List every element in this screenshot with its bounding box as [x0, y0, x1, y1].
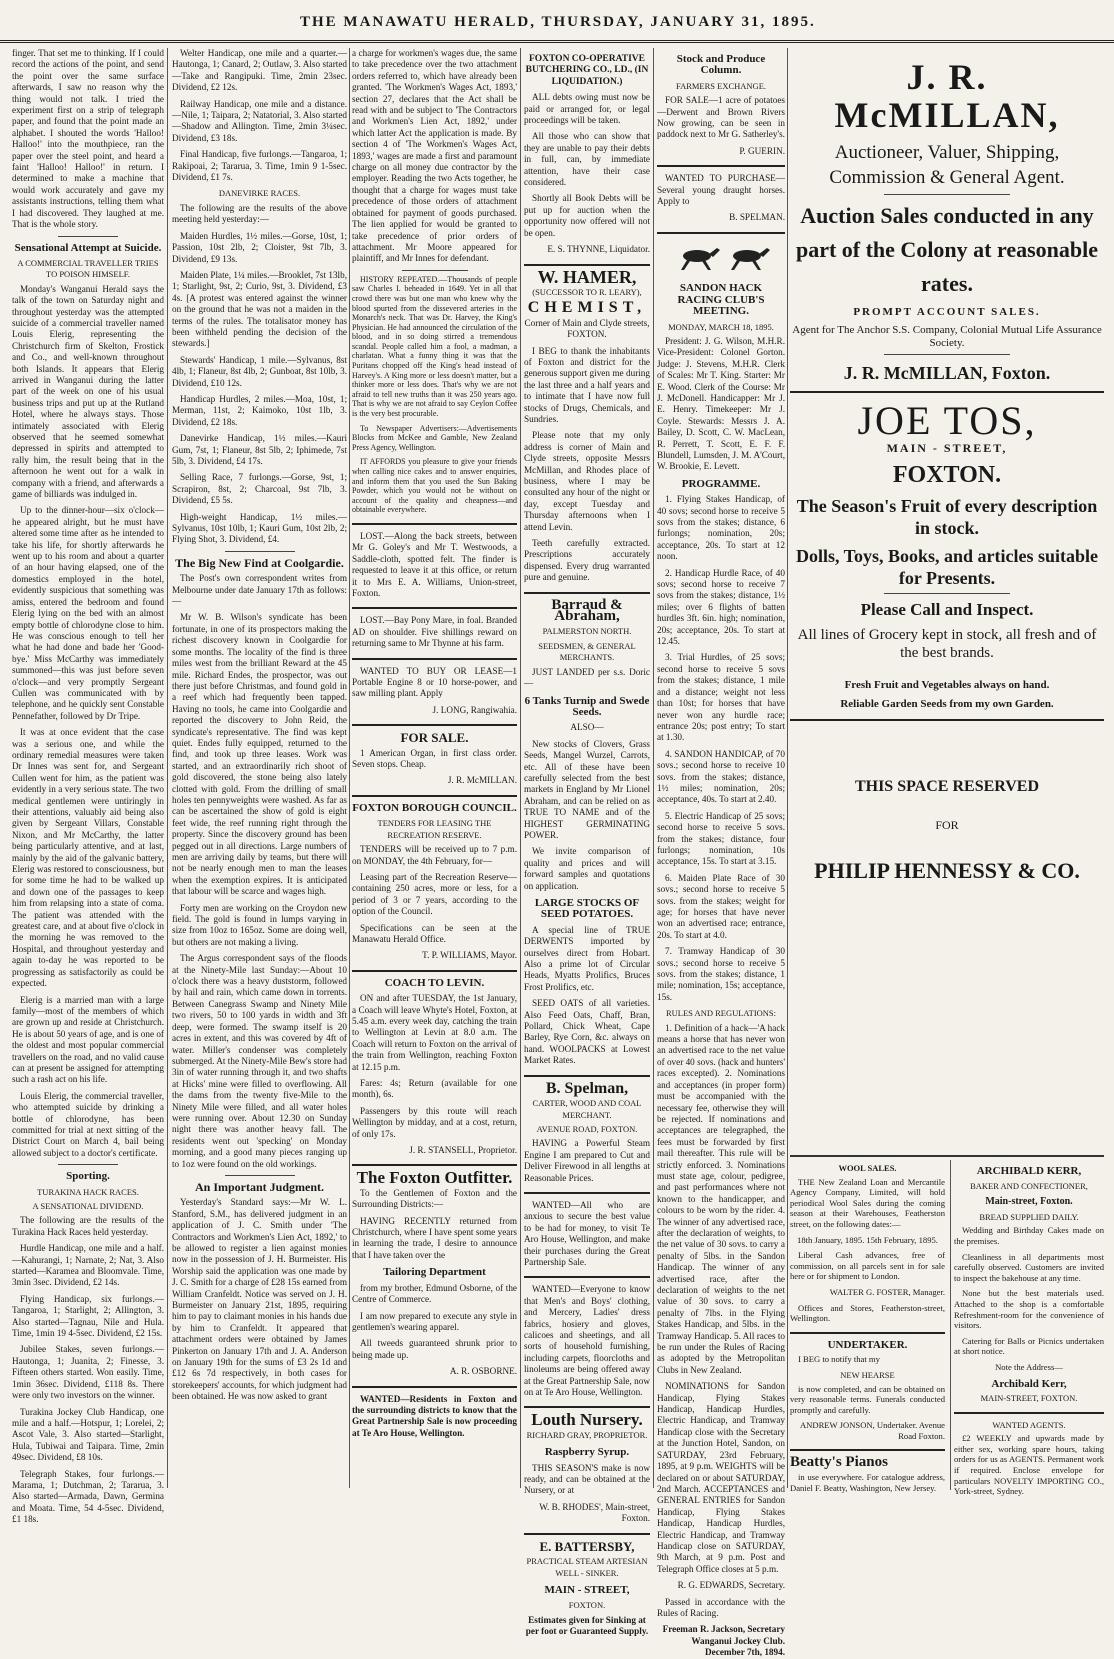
classified-ad: Please note that my only address is corner of Main and Clyde streets, opposite Messrs McMillan, and Rhodes place of business, where I may be consulted any hour of the night or day, except Tuesday and Thursday afternoons when I attend Levin.: [524, 430, 650, 532]
column-rule: [787, 48, 788, 1488]
ad-heading: FOXTON CO-OPERATIVE BUTCHERING CO., LD., (IN LIQUIDATION.): [525, 54, 649, 87]
divider: [225, 551, 295, 552]
classified-ad: in use everywhere. For catalogue address, Daniel F. Beatty, Washington, New Jersey.: [790, 1472, 945, 1493]
classified-ad: from my brother, Edmund Osborne, of the Centre of Commerce.: [352, 1282, 517, 1305]
race-item: 3. Trial Hurdles, of 25 sovs; second horse to receive 5 sovs from the stakes; distance, 1 mile and a distance; weight not less than 10st; for horses that have never won any hurdle race; entrance 20s; post entry; To start at 1.30.: [657, 652, 785, 743]
classified-ad: HAVING RECENTLY returned from Christchurch, where I have spent some years in learning the trade, I desire to announce that I have taken over the: [352, 1215, 517, 1260]
ad-heading: JOE TOS,: [857, 398, 1037, 444]
ad-heading: UNDERTAKER.: [827, 1338, 908, 1351]
article-text: Selling Race, 7 furlongs.—Gorse, 9st, 1; Scrapiron, 8st, 2; Charcoal, 9st 7lb, 3. Dividend, £5 5s.: [172, 472, 347, 506]
ad-signature: WALTER G. FOSTER, Manager.: [829, 1286, 945, 1297]
ad-divider: [352, 607, 517, 609]
classified-ad: 1 American Organ, in first class order. Seven stops. Cheap.: [352, 747, 517, 770]
ad-heading: B. Spelman,: [545, 1079, 629, 1097]
ad-subheading: (SUCCESSOR TO R. LEARY),: [532, 286, 642, 297]
ad-signature: ANDREW JONSON, Undertaker. Avenue Road Foxton.: [799, 1420, 945, 1441]
ad-subheading: BREAD SUPPLIED DAILY.: [979, 1211, 1079, 1222]
divider: [225, 1175, 295, 1176]
divider: [884, 593, 1010, 594]
ad-text: Dolls, Toys, Books, and articles suitable for Presents.: [795, 545, 1099, 588]
divider: [58, 236, 119, 237]
column-rule: [349, 48, 350, 1488]
classified-ad: Liberal Cash advances, free of commission, on all parcels sent in for sale here or for shipment to London.: [790, 1250, 945, 1282]
classified-ad: Estimates given for Sinking at per foot or Guaranteed Supply.: [525, 1614, 649, 1637]
ad-subheading: CARTER, WOOD AND COAL MERCHANT.: [532, 1098, 642, 1120]
ad-text: Please Call and Inspect.: [860, 599, 1034, 619]
article-text: IT AFFORDS you pleasure to give your friends when calling nice cakes and to answer enquiries, and inform them that you used the Sun Baking Powder, which you would not be without on account of the quality and cheapness—and obtainable everywhere.: [352, 457, 517, 515]
classified-ad: I BEG to thank the inhabitants of Foxton and district for the generous support given me during the last three and a half years and to intimate that I have now full stocks of Drugs, Chemicals, and Sundries.: [524, 345, 650, 424]
ad-text: Fresh Fruit and Vegetables always on hand.: [844, 678, 1050, 691]
article-text: Yesterday's Standard says:—Mr W. L. Stanford, S.M., has delivered judgment in an application of J. C. Smith under 'The Contractors and Workmen's Lien Act, 1892,' to be allowed to register a lien against monies now in the possession of J. H. Burmeister. His Worship said the application was one made by J. C. Smith for a charge of £28 15s earned from William Cranfeldt. Notice was served on J. H. Burmeister on January 21st, 1895, requiring him to pay to claimant monies in his hands due by him to Cranfeldt. It appeared that attachment orders were obtained by James Pinkerton on January 17th and J. A. Anderson on January 19th for the sums of £3 2s 1d and £12 6s 7d respectively, in both cases for storekeepers' accounts, for which judgment had been obtained. He was now asked to grant: [172, 1197, 347, 1402]
ad-divider: [352, 1164, 517, 1166]
classified-ad: Note the Address—: [995, 1361, 1063, 1372]
classified-ad: 18th January, 1895. 15th February, 1895.: [797, 1234, 938, 1245]
classified-ad: Catering for Balls or Picnics undertaken at short notice.: [954, 1335, 1104, 1357]
ad-signature: J. LONG, Rangiwahia.: [432, 704, 517, 715]
ad-heading: PHILIP HENNESSY & CO.: [814, 858, 1080, 884]
article-text: The following are the results of the Turakina Hack Races held yesterday.: [12, 1215, 164, 1237]
classified-ad: HAVING a Powerful Steam Engine I am prepared to Cut and Deliver Firewood in all lengths at Reasonable Prices.: [524, 1138, 650, 1183]
headline: An Important Judgment.: [194, 1179, 324, 1194]
classified-ad: I BEG to notify that my: [798, 1354, 880, 1365]
ad-text: FOXTON.: [892, 461, 1002, 488]
article-text: Forty men are working on the Croydon new field. The gold is found in lumps varying in size from 10oz to 165oz. Some are doing well, but others are not making a living.: [172, 902, 347, 947]
classified-ad: We invite comparison of quality and prices and will forward samples and quotations on application.: [524, 846, 650, 891]
bottom-left-ads: [790, 1160, 945, 1493]
ad-divider: [657, 165, 785, 167]
ad-signature: P. GUERIN.: [739, 145, 785, 156]
article-text: Elerig is a married man with a large family—most of the members of which are grown up and reside at Christchurch. He is about 50 years of age, and is one of the oldest and most popular commercial travellers on the road, and no valid cause can at present be assigned for attempting such a rash act on his life.: [12, 994, 164, 1085]
ad-heading: LARGE STOCKS OF SEED POTATOES.: [534, 897, 640, 921]
column-subheading: FARMERS EXCHANGE.: [675, 80, 767, 91]
ad-heading: W. HAMER,: [537, 266, 637, 287]
ad-divider: [524, 1192, 650, 1194]
racehorse-illustration: [657, 240, 785, 274]
ad-signature: B. SPELMAN.: [729, 212, 785, 223]
ad-signature: E. S. THYNNE, Liquidator.: [547, 244, 650, 255]
divider: [402, 270, 468, 271]
ad-subheading: Main-street, Foxton.: [985, 1196, 1073, 1208]
ad-signature: T. P. WILLIAMS, Mayor.: [422, 950, 517, 961]
article-text: Up to the dinner-hour—six o'clock—he appeared alright, but he must have altered some time after as he intended to take his life, for shortly afterwards he went up to his room and about a quarter of an hour having elapsed, one of the domestics employed in the hotel, evidently suspicious that something was amiss, entered the bedroom and found Elerig lying on the bed with an almost empty bottle of chlorodyne close to him. He was conscious enough to tell her what he had done and bade her 'Good-bye.' Miss McCarthy was immediately summoned—this was just before seven o'clock—and very promptly Sergeant Cullen was communicated with by telephone, and he quickly sent Constable Pennefather, followed by Dr Tripe.: [12, 505, 164, 721]
article-text: Turakina Jockey Club Handicap, one mile and a half.—Hotspur, 1; Lorelei, 2; Ascot Vale, 3. Also started—Starlight, Hula, Tubiwai and Taipara. Time, 2min 49sec. Dividend, £8 10s.: [12, 1406, 164, 1463]
column-1: [12, 48, 164, 1525]
ad-heading: CHEMIST,: [527, 299, 647, 317]
classified-ad: Shortly all Book Debts will be put up for auction when the opportunity now offered will not be open.: [524, 193, 650, 238]
classified-ad: All tweeds guaranteed shrunk prior to being made up.: [352, 1338, 517, 1360]
race-item: 4. SANDON HANDICAP, of 70 sovs.; second horse to receive 10 sovs. from the stakes; distance, 1½ miles; nomination, 20s; acceptance, 40s. To start at 2.40.: [657, 748, 785, 805]
newspaper-title: THE MANAWATU HERALD, THURSDAY, JANUARY 31, 1895.: [300, 14, 816, 30]
ad-heading: Beatty's Pianos: [790, 1454, 888, 1471]
classified-ad: LOST.—Along the back streets, between Mr G. Goley's and Mr T. Westwoods, a Saddle-cloth, spotted felt. The finder is requested to leave it at this office, or return it to Mrs E. A. Williams, Union-street, Foxton.: [352, 530, 517, 598]
ad-heading: WANTED AGENTS.: [992, 1419, 1066, 1430]
bottom-ads: [790, 1160, 1104, 1497]
subheadline: TURAKINA HACK RACES.: [37, 1186, 139, 1197]
race-item: 6. Maiden Plate Race of 30 sovs.; second horse to receive 5 sovs. from the stakes; weight for age; for horses that have never won an advertised race; entrance, 20s. To start at 4.0.: [657, 872, 785, 940]
ad-heading: WOOL SALES.: [838, 1163, 897, 1173]
subheadline: A COMMERCIAL TRAVELLER TRIES TO POISON HIMSELF.: [17, 257, 159, 280]
column-rule: [653, 48, 654, 1488]
article-text: High-weight Handicap, 1½ miles.—Sylvanus, 10st 10lb, 1; Kauri Gum, 10st 2lb, 2; Flying Shot, 3. Dividend, £4.: [172, 511, 347, 545]
article-text: Maiden Plate, 1¼ miles.—Brooklet, 7st 13lb, 1; Starlight, 9st, 2; Curio, 9st, 3. Dividend, £3 4s. [A protest was entered against the winner on the ground that he was not a maiden in the terms of the rules. The totalisator money has been withheld pending the decision of the stewards.]: [172, 269, 347, 349]
ad-text: Auctioneer, Valuer, Shipping, Commission & General Agent.: [829, 142, 1065, 188]
race-item: 7. Tramway Handicap of 30 sovs.; second horse to receive 5 sovs. from the stakes; distance, 1 mile; nomination, 15s; acceptance, 15s.: [657, 946, 785, 1002]
race-item: 2. Handicap Hurdle Race, of 40 sovs; second horse to receive 7 sovs from the stakes; distance, 1½ miles; over 6 flights of batten hurdles 3ft. 6in. high; nomination, 20s; acceptance, 20s. To start at 12.45.: [657, 567, 785, 647]
classified-ad: Leasing part of the Recreation Reserve—containing 250 acres, more or less, for a period of 3 or 7 years, according to the option of the Council.: [352, 871, 517, 917]
ad-heading: ARCHIBALD KERR,: [976, 1165, 1082, 1177]
ad-signature: W. B. RHODES', Main-street, Foxton.: [539, 1501, 650, 1524]
ad-heading: Louth Nursery.: [531, 1410, 643, 1430]
article-text: Railway Handicap, one mile and a distance.—Nile, 1; Taipara, 2; Natatorial, 3. Also started—Shadow and Allington. Time, 2min 3¼sec. Dividend, £3 18s.: [172, 98, 347, 143]
classified-ad: WANTED TO PURCHASE—Several young draught horses. Apply to: [657, 173, 785, 207]
headline: Sensational Attempt at Suicide.: [14, 241, 162, 254]
classified-ad: TENDERS will be received up to 7 p.m. on MONDAY, the 4th February, for—: [352, 844, 517, 866]
ad-text: All lines of Grocery kept in stock, all fresh and of the best brands.: [797, 626, 1097, 661]
ad-subheading: NEW HEARSE: [840, 1369, 895, 1380]
classified-ad: THIS SEASON'S make is now ready, and can be obtained at the Nursery, or at: [524, 1462, 650, 1496]
ad-signature: J. R. McMILLAN.: [447, 775, 517, 786]
article-text: Final Handicap, five furlongs.—Tangaroa, 1; Rakipoai, 2; Tararua, 3. Time, 1min 9 1-5sec. Dividend, £1 7s.: [172, 149, 347, 183]
race-item: 5. Electric Handicap of 25 sovs; second horse to receive 5 sovs. from the stakes; distance, four furlongs; nomination, 10s acceptance, 15s. To start at 3.15.: [657, 810, 785, 867]
ad-divider: [790, 391, 1104, 393]
ad-divider: [657, 232, 785, 234]
article-text: Louis Elerig, the commercial traveller, who attempted suicide by drinking a bottle of chlorodyne, has been committed for trial at next sitting of the District Court on March 4, bail being allowed subject to a doctor's certificate.: [12, 1090, 164, 1158]
ad-divider: [524, 264, 650, 266]
article-text: To Newspaper Advertisers:—Advertisements Blocks from McKee and Gamble, New Zealand Press Agency, Wellington.: [352, 423, 517, 452]
ad-signature: A. R. OSBORNE.: [449, 1366, 517, 1377]
ad-text: Agent for The Anchor S.S. Company, Colonial Mutual Life Assurance Society.: [792, 324, 1102, 350]
article-text: finger. That set me to thinking. If I could record the actions of the point, and send the point over the same surface afterwards, I saw no reason why the thing would not talk. I tried the experiment first on a strip of telegraph paper, and found that the point made an alphabet. I shouted the words 'Halloo! Halloo!' into the mouthpiece, ran the paper over the steel point, and heard a faint 'Halloo! Halloo!' in return. I determined to make a machine that would work accurately and gave my assistants instructions, telling them what I had discovered. They laughed at me. That is the whole story.: [12, 48, 164, 230]
classified-ad: Passed in accordance with the Rules of Racing.: [657, 1596, 785, 1618]
ad-heading: Raspberry Syrup.: [544, 1446, 630, 1459]
masthead: [0, 0, 1114, 43]
ad-heading: MAIN - STREET,: [544, 1583, 630, 1596]
column-2: [172, 48, 347, 1488]
bottom-right-ads: [954, 1160, 1104, 1497]
ad-address: MAIN-STREET, FOXTON.: [980, 1393, 1078, 1404]
ad-divider: [352, 795, 517, 797]
article-text: The Argus correspondent says of the floods at the Ninety-Mile last Sunday:—About 10 o'clock there was a heavy duststorm, followed by hail and rain, which came down in torrents. Between Canegrass Swamp and Ninety Mile two rivers, 50 to 100 yards in width and 3ft deep, were formed. The swamp itself is 20 acres in extent, and this was covered by 4ft of water. Miller's condenser was completely submerged. At the Ninety-Mile Bew's store had 3in of water running through it, and two shafts at Hicks' mine were filled to overflowing. All the dams from the twenty five-Mile to the Ninety Mile were filled, and all water holes were running over. About 12.30 on Sunday night there was another heavy fall. The residents went out 'specking' on Monday morning, and a good many pieces ranging up to 1oz were found on the old workings.: [172, 953, 347, 1169]
article-text: Mr W. B. Wilson's syndicate has been fortunate, in one of its prospectors making the richest discovery known in Coolgardie for some months. The locality of the find is three miles west from the brilliant Reward at the 45 mile. Richard Endes, the prospector, was out there just before Christmas, and found gold in a reef which had frequently been tapped. Having no tools, he came into Coolgardie and reported the discovery to John Reid, the syndicate's representative. The find was kept quiet. Endes fully equipped, returned to the find, and took up three leases. Work was started, and an extraordinarily rich shoot of gold discovered, the stone being also lately clotted with gold. From the drilling of small holes ten pennyweights were washed. As far as can be ascertained the show of gold is eight feet wide, the reef running right through the property. Since the discovery ground has been pegged out in all directions. Large numbers of men are arriving daily by teams, but there will not be nearly enough men to man the leases when the exemption expires. It is anticipated that labour will be scarce and wages high.: [172, 612, 347, 897]
article-text: Flying Handicap, six furlongs.—Tangaroa, 1; Starlight, 2; Allington, 3. Also started—Tagnau, Nile and Hula. Time, 1min 19 4-5sec. Dividend, £2 15s.: [12, 1293, 164, 1339]
classified-ad: £2 WEEKLY and upwards made by either sex, working spare hours, taking orders for us as AGENTS. Permanent work if required. Enclose envelope for particulars NOVELTY IMPORTING CO., York-street, Sydney.: [954, 1433, 1104, 1497]
ad-heading: SANDON HACK RACING CLUB'S MEETING.: [677, 282, 765, 318]
article-text: HISTORY REPEATED.—Thousands of people saw Charles I. beheaded in 1649. Yet in all that crowd there was but one man who knew why the blood spurted from the dissevered arteries in the Monarch's neck. That was Dr. Harvey, the King's Physician. He had announced the circulation of the blood, and in so doing stirred a tremendous scandal. People called him a fool, a madman, a charlatan. What a funny thing it was that the Puritans chopped off the King's head instead of Harvey's. A King more or less doesn't matter, but a thinker more or less does. That's why we are not afraid to tell new truths than it was 250 years ago. That is why we are not afraid to say Ceylon Coffee is the very best procurable.: [352, 274, 517, 419]
ad-heading: J. R. McMILLAN,: [834, 57, 1060, 135]
classified-ad: ALSO—: [570, 722, 604, 733]
ad-subheading: RULES AND REGULATIONS:: [665, 1008, 777, 1019]
ad-divider: [790, 1332, 945, 1334]
classified-ad: Fares: 4s; Return (available for one month), 6s.: [352, 1078, 517, 1100]
ad-heading: FOXTON BOROUGH COUNCIL.: [352, 801, 517, 814]
article-text: Handicap Hurdles, 2 miles.—Moa, 10st, 1; Merman, 11st, 2; Kaimoko, 10st 1lb, 3. Dividend, £2 18s.: [172, 393, 347, 427]
classified-ad: SEED OATS of all varieties. Also Feed Oats, Chaff, Bran, Pollard, Chick Wheat, Cape Barley, Rye Corn, &c. always on hand. WOOLPACKS at Lowest Market Rates.: [524, 998, 650, 1066]
ad-text: PROMPT ACCOUNT SALES.: [853, 306, 1041, 318]
classified-ad: JUST LANDED per s.s. Doric—: [524, 666, 650, 689]
ad-subheading: TENDERS FOR LEASING THE RECREATION RESERVE.: [377, 818, 492, 840]
classified-ad: ALL debts owing must now be paid or arranged for, or legal proceedings will be taken.: [524, 92, 650, 126]
ad-subheading: PRACTICAL STEAM ARTESIAN WELL - SINKER.: [526, 1556, 648, 1578]
classified-ad: Wedding and Birthday Cakes made on the premises.: [954, 1225, 1104, 1246]
classified-ad: NOMINATIONS for Sandon Handicap, Flying Stakes Handicap, Handicap Hurdles, Electric Handicap, and Tramway Handicap close with the Secretary at the Junction Hotel, Sandon, on SATURDAY, 23rd February, 1895, at 9 p.m. WEIGHTS will be declared on or about SATURDAY, 2nd March. ACCEPTANCES and GENERAL ENTRIES for Sandon Handicap, Flying Stakes Handicap, Handicap Hurdles, Electric Handicap, and Tramway Handicap close on SATURDAY, 9th March, at 9 p.m. Post and Telegraph Office closes at 5 p.m.: [657, 1381, 785, 1574]
classified-ad: A special line of TRUE DERWENTS imported by ourselves direct from Hobart. Also a prime lot of Circular Heads, Myatts Prolifics, Bruces Frost Prolifics, etc.: [524, 924, 650, 992]
ad-subheading: PALMERSTON NORTH.: [542, 626, 632, 637]
ad-divider: [790, 719, 1104, 721]
article-text: It was at once evident that the case was a serious one, and while the ordinary remedial measures were taken Dr Innes was sent for, and Sergeant Cullen went for him, as the patient was evidently in a very serious state. The two medical gentlemen were untiringly in their attentions, valuably aid being also given by Sergeant Villars, Constable Nixon, and Mr McCarthy, the latter being particularly attentive, and at last, mainly by the aid of the galvanic battery, Elerig was restored to consciousness, but for some time he had to be walked up and down one of the passages to keep him from relapsing into a state of coma. The patient was attended with the greatest care, and at about five o'clock in the morning he was removed to the Hospital, and throughout yesterday and again to-day he was reported to be progressing as satisfactorily as could be expected.: [12, 727, 164, 989]
ad-subheading: RICHARD GRAY, PROPRIETOR.: [526, 1429, 648, 1440]
divider: [884, 354, 1010, 355]
ad-address: Offices and Stores, Featherston-street, Wellington.: [790, 1302, 945, 1324]
classified-ad: I am now prepared to execute any style in gentlemen's wearing apparel.: [352, 1310, 517, 1332]
classified-ad: is now completed, and can be obtained on very reasonable terms. Funerals conducted promptly and carefully.: [790, 1383, 945, 1415]
classified-ad: WANTED—All who are anxious to secure the best value to be had for money, to visit Te Aro House, Wellington, and make their purchases during the Great Partnership Sale.: [524, 1199, 650, 1267]
column-heading: Stock and Produce Column.: [676, 53, 766, 77]
article-text: Hurdle Handicap, one mile and a half.—Kahurangi, 1; Narnate, 2; Nat, 3. Also started—Karamea and Bloomvale. Time, 3min 3sec. Dividend, £2 14s.: [12, 1243, 164, 1288]
article-text: The following are the results of the above meeting held yesterday:—: [172, 202, 347, 225]
ad-signature: J. R. STANSELL, Proprietor.: [409, 1145, 517, 1156]
article-text: Monday's Wanganui Herald says the talk of the town on Saturday night and throughout yesterday was the attempted suicide of a commercial traveller named Louis Elerig, representing the Christchurch firm of Skelton, Frostick and Co., and well-known throughout both Islands. It appears that Elerig arrived in Wanganui during the latter part of the week on one of his usual business trips and put up at the Rutland Hotel, where he always stays. Those intimately associated with Elerig observed that he seemed somewhat depressed in spirits and attempted to rally him, the result being that in the afternoon he went out for a walk in company with a friend, and afterwards a game of billiards was indulged in.: [12, 283, 164, 500]
ad-signature: R. G. EDWARDS, Secretary.: [677, 1580, 785, 1591]
article-text: Maiden Hurdles, 1½ miles.—Gorse, 10st, 1; Passion, 10st 2lb, 2; Cloister, 9st 7lb, 3. Dividend, £9 13s.: [172, 230, 347, 264]
ad-heading: Archibald Kerr,: [991, 1377, 1067, 1390]
column-4: [524, 48, 650, 1637]
classified-ad: LOST.—Bay Pony Mare, in foal. Branded AD on shoulder. Five shillings reward on returning same to Mr Thynne at his farm.: [352, 615, 517, 649]
classified-ad: New stocks of Clovers, Grass Seeds, Mangel Wurzel, Carrots, etc. All of these have been carefully selected from the best markets in England by Mr Lionel Abraham, and can be relied on as TRUE TO NAME and of the HIGHEST GERMINATING POWER.: [524, 738, 650, 840]
ad-address: Corner of Main and Clyde streets, FOXTON.: [524, 317, 650, 340]
ad-heading: FOR SALE.: [400, 730, 469, 746]
ad-divider: [524, 1533, 650, 1535]
ad-divider: [524, 1406, 650, 1408]
classified-ad: THE New Zealand Loan and Mercantile Agency Company, Limited, will hold periodical Wool Sales during the coming season at their Warehouses, Featherston street, on the following dates:—: [790, 1176, 945, 1229]
ad-text: The Season's Fruit of every description in stock.: [796, 495, 1098, 538]
column-rule: [167, 48, 168, 1488]
classified-ad: WANTED—Residents in Foxton and the surrounding districts to know that the Great Partnership Sale is now proceeding at Te Aro House, Wellington.: [352, 1393, 517, 1438]
ad-text: FOR: [935, 818, 959, 833]
ad-divider: [352, 1386, 517, 1388]
classified-ad: Passengers by this route will reach Wellington by midday, and at a cost, return, of only 17s.: [352, 1105, 517, 1139]
ad-date: MONDAY, MARCH 18, 1895.: [668, 321, 774, 332]
article-text: a charge for workmen's wages due, the same to take precedence over the two attachment orders referred to, which have already been granted. 'The Workmen's Wages Act, 1893,' section 27, declares that the Act shall be read with and be subject to 'The Contractors and Workmen's Lien Act, 1892,' under which latter Act the application is made. By section 4 of 'The Workmen's Wages Act, 1893,' wages are made a first and paramount charge on all money due contractor by the employer. Reading the two Acts together, he thought that a charge for wages must take precedence of those orders of attachment obtained for payment of goods purchased. The lien applied for would be granted to take precedence of prior orders of attachment. Mr Moore appeared for plaintiff, and Mr Innes for defendant.: [352, 48, 517, 264]
ad-address: FOXTON.: [568, 1600, 606, 1611]
column-rule: [520, 48, 521, 1488]
classified-ad: Cleanliness in all departments most carefully observed. Customers are invited to inspect the bakehouse at any time.: [954, 1251, 1104, 1283]
classified-ad: All those who can show that they are unable to pay their debts in full, can, by immediate attention, have their case considered.: [524, 131, 650, 188]
ad-divider: [524, 592, 650, 594]
ad-heading: Barraud & Abraham,: [551, 596, 623, 625]
classified-ad: To the Gentlemen of Foxton and the Surrounding Districts:—: [352, 1187, 517, 1210]
ad-text: THIS SPACE RESERVED: [854, 777, 1040, 795]
ad-signature: Freeman R. Jackson, Secretary Wanganui Jockey Club. December 7th, 1894.: [662, 1624, 785, 1658]
ad-text: Reliable Garden Seeds from my own Garden.: [840, 698, 1054, 711]
headline: The Big New Find at Coolgardie.: [175, 555, 344, 570]
ad-divider: [352, 523, 517, 525]
classified-ad: Specifications can be seen at the Manawatu Herald Office.: [352, 922, 517, 944]
ad-divider: [352, 658, 517, 660]
classified-ad: Teeth carefully extracted. Prescriptions accurately dispensed. Every drug warranted pure and genuine.: [524, 538, 650, 583]
ad-heading: Tailoring Department: [383, 1266, 486, 1279]
column-3: [352, 48, 517, 1488]
ad-address: AVENUE ROAD, FOXTON.: [536, 1123, 638, 1134]
ad-subheading: SEEDSMEN, & GENERAL MERCHANTS.: [538, 640, 636, 663]
classified-ad: WANTED—Everyone to know that Men's and Boys' clothing, and Mercery, Ladies' dress fabrics, hosiery and gloves, calicoes and sheetings, and all sorts of household furnishing, including carpets, floorcloths and linoleums are being offered away at the Great Partnership Sale, now on at Te Aro House, Wellington.: [524, 1284, 650, 1398]
subheadline: A SENSATIONAL DIVIDEND.: [32, 1201, 144, 1211]
column-5: [657, 48, 786, 1658]
ad-divider: [790, 1449, 945, 1451]
ad-text: J. R. McMILLAN, Foxton.: [843, 363, 1051, 384]
classified-ad: ON and after TUESDAY, the 1st January, a Coach will leave Whyte's Hotel, Foxton, at 5.45 a.m. every week day, catching the train to Wellington at Levin at 8.0 a.m. The Coach will return to Foxton on the arrival of the train from Wellington, reaching Foxton at 12.15 p.m.: [352, 993, 517, 1072]
article-text: Danevirke Handicap, 1½ miles.—Kauri Gum, 7st, 1; Flaneur, 8st 5lb, 2; Iphimede, 7st 5lb, 3. Dividend, £4 17s.: [172, 433, 347, 466]
ad-divider: [352, 970, 517, 972]
article-text: Jubilee Stakes, seven furlongs.—Hautonga, 1; Juanita, 2; Finesse, 3. Fifteen others started. Won easily. Time, 1min 36sec. Dividend, £118 8s. There were only two investors on the winner.: [12, 1344, 164, 1401]
classified-ad: FOR SALE—1 acre of potatoes—Derwent and Brown Rivers Now growing, can be seen in paddock next to Mr G. Satherley's.: [657, 95, 785, 140]
classified-ad: 1. Definition of a hack—'A hack means a horse that has never won an advertised race to the net value of over 40 sovs. (hack and hunters' races excepted). 2. Nominations and acceptances (in proper form) must be accompanied with the necessary fee, otherwise they will be rejected. If nominations and acceptances are telegraphed, the fees must be forwarded by first mail thereafter. This rule will be strictly enforced. 3. Nominations must state age, colour, pedigree, and past performances where not known to the handicapper, and colours to be worn by the rider. 4. The winner of any advertised race, after the declaration of weights, to the net value of 30 sovs. to carry a penalty of 5lbs. in the Sandon Handicap. The winner of any advertised race, after the declaration of weights to the net value of 30 sovs. to carry a penalty of 7lbs. in the Flying Stakes Handicap, and 5lbs. in the Tramway Handicap. 5. All races to be run under the Rules of Racing as adopted by the Metropolitan Clubs in New Zealand.: [657, 1022, 786, 1375]
ad-subheading: BAKER AND CONFECTIONER,: [970, 1180, 1088, 1191]
ad-text: MAIN - STREET,: [886, 441, 1008, 456]
race-item: 1. Flying Stakes Handicap, of 40 sovs; second horse to receive 5 sovs from the stakes; distance, 6 furlongs; nomination, 20s; acceptance, 20s. To start at 12 noon.: [657, 494, 785, 562]
section-rule: [790, 1155, 1104, 1157]
ad-divider: [524, 1075, 650, 1077]
ad-heading: E. BATTERSBY,: [539, 1538, 635, 1554]
article-text: Welter Handicap, one mile and a quarter.—Hautonga, 1; Canard, 2; Outlaw, 3. Also started—Take and Rangipuki. Time, 2min 23sec. Dividend, £2 12s.: [172, 48, 347, 93]
article-text: Stewards' Handicap, 1 mile.—Sylvanus, 8st 4lb, 1; Flaneur, 8st 4lb, 2; Gunboat, 8st 10lb, 3. Dividend, £10 12s.: [172, 354, 347, 388]
article-text: The Post's own correspondent writes from Melbourne under date January 17th as follows:—: [172, 573, 347, 607]
ad-heading: The Foxton Outfitter.: [356, 1168, 513, 1188]
ad-heading: COACH TO LEVIN.: [384, 976, 485, 989]
ad-divider: [524, 1276, 650, 1278]
ad-heading: PROGRAMME.: [681, 477, 761, 490]
classified-ad: None but the best materials used. Attached to the shop is a comfortable Refreshment-room for the convenience of visitors.: [954, 1288, 1104, 1331]
subheadline: DANEVIRKE RACES.: [218, 188, 301, 199]
ad-divider: [352, 724, 517, 726]
ad-divider: [954, 1412, 1104, 1414]
divider: [884, 194, 1010, 195]
classified-ad: WANTED TO BUY OR LEASE—1 Portable Engine 8 or 10 horse-power, and saw milling plant. Apply: [352, 665, 517, 699]
ad-text: Auction Sales conducted in any part of the Colony at reasonable rates.: [795, 203, 1099, 296]
column-6: [790, 48, 1104, 1153]
article-text: Telegraph Stakes, four furlongs.—Marama, 1; Dutchman, 2; Tararua, 3. Also started—Armada, Dawn, Germina and Moata. Time, 54 4-5sec. Dividend, £1 18s.: [12, 1468, 164, 1525]
ad-heading: 6 Tanks Turnip and Swede Seeds.: [524, 694, 650, 718]
classified-ad: President: J. G. Wilson, M.H.R. Vice-President: Colonel Gorton. Judge: J. Stevens, M.H.R. Clerk of Scales: Mr T. King. Starter: Mr E. Wood. Clerk of the Course: Mr J. McDonell. Handicapper: Mr J. E. Henry. Timekeeper: Mr J. Coyle. Stewards: Messrs J. A. Bailey, D. Scott, C. W. MacLean, R. Perrett, T. Scott, E. F. F. Blundell, Lumsden, J. M. A'Court, W. Brookie, E. Levett.: [657, 335, 785, 472]
divider: [58, 1164, 119, 1165]
headline: Sporting.: [66, 1170, 110, 1183]
